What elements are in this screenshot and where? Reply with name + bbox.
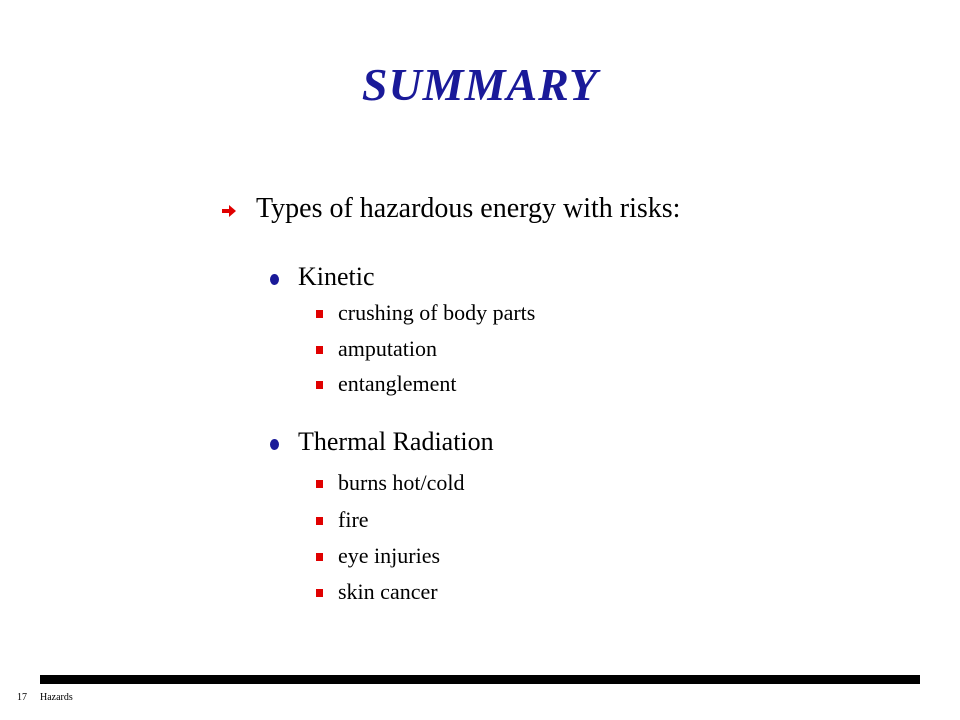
square-bullet-icon <box>316 346 323 354</box>
square-bullet-icon <box>316 480 323 488</box>
right-arrow-icon <box>222 204 236 218</box>
footer-label: Hazards <box>40 692 73 703</box>
list-item-text: fire <box>338 507 369 532</box>
heading-text: Types of hazardous energy with risks: <box>256 193 681 224</box>
list-item-text: amputation <box>338 336 437 361</box>
square-bullet-icon <box>316 589 323 597</box>
page-number: 17 <box>17 692 27 703</box>
round-bullet-icon <box>270 274 279 285</box>
slide-title: SUMMARY <box>361 59 599 110</box>
square-bullet-icon <box>316 381 323 389</box>
footer-divider <box>40 675 920 684</box>
round-bullet-icon <box>270 439 279 450</box>
square-bullet-icon <box>316 517 323 525</box>
group-label: Kinetic <box>298 262 375 291</box>
list-item-text: skin cancer <box>338 579 438 604</box>
group-label: Thermal Radiation <box>298 427 494 456</box>
list-item-text: entanglement <box>338 371 457 396</box>
list-item-text: burns hot/cold <box>338 470 465 495</box>
square-bullet-icon <box>316 553 323 561</box>
square-bullet-icon <box>316 310 323 318</box>
list-item-text: eye injuries <box>338 543 441 568</box>
list-item-text: crushing of body parts <box>338 300 536 325</box>
